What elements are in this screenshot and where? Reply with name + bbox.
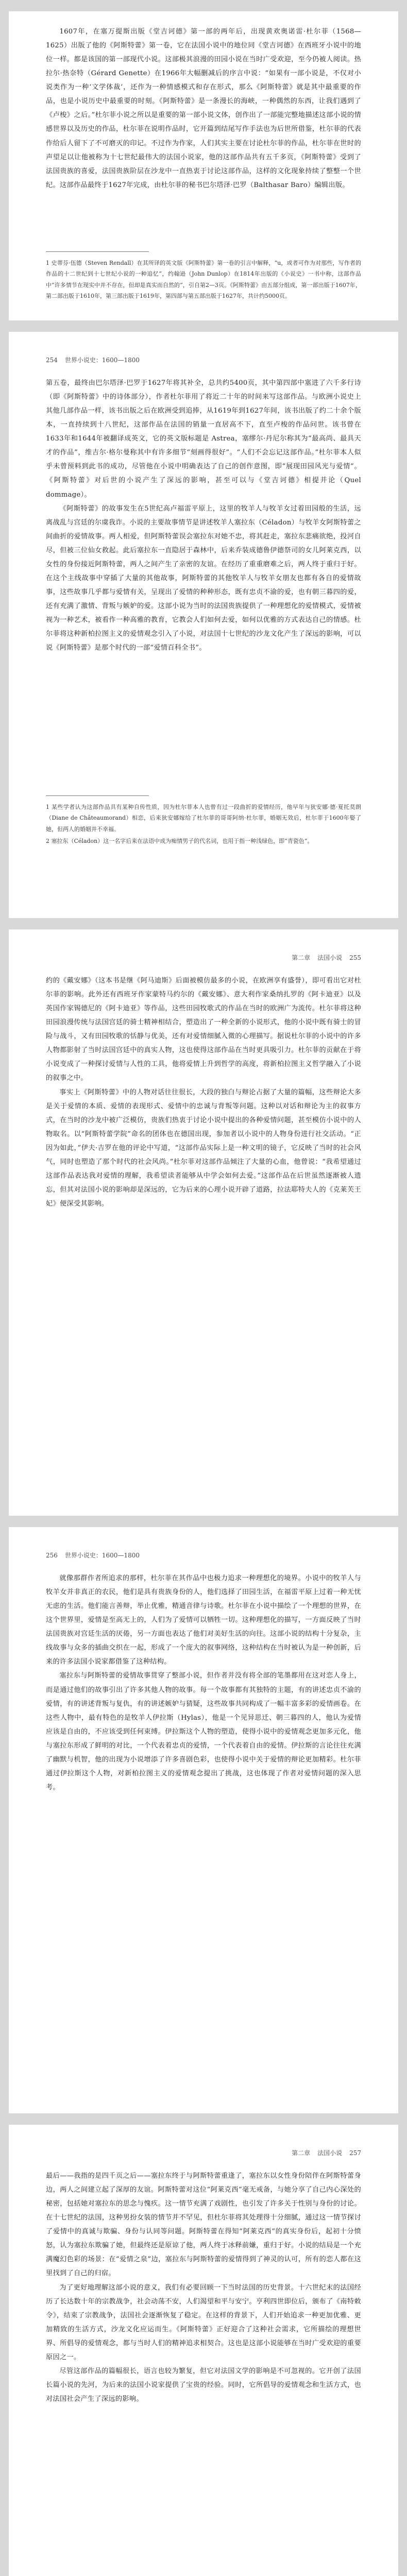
paragraph: 最后——我指的是四千页之后——塞拉东终于与阿斯特蕾重逢了，塞拉东以女性身份陪伴在阿斯特蕾身边，两人之间建立起了深厚的友谊。阿斯特蕾对这位“阿莱克西”毫无戒备，与她分享了自己内心深处的秘密，包括她对塞拉东的思念与愧疚。这一情节充满了戏剧性，也引发了许多关于性别与身份的讨论。在十七世纪的法国，这种男扮女装的情节并不罕见，但杜尔菲将其处理得十分细腻，通过这一情节探讨了爱情中的真诚与欺骗、身份与认同等问题。阿斯特蕾在得知“阿莱克西”的真实身份后，起初十分愤怒，认为塞拉东欺骗了她，但最终还是原谅了他，两人终于冰释前嫌，重归于好。小说的结局是一个充满魔幻色彩的场景：在“爱情之泉”边，塞拉东与阿斯特蕾的爱情得到了神灵的认可，所有的恋人都在这里找到了自己的归宿。 — [46, 2172, 361, 2278]
paragraph: 就像那群作者所追求的那样，杜尔菲在其作品中也极力追求一种理想化的境界。小说中的牧羊人与牧羊女并非真正的农民，他们是具有贵族身份的人，他们选择了田园生活，在福雷平原上过着一种无忧无虑的生活。他们能言善辩，举止优雅，精通音律与诗歌。杜尔菲在小说中描绘了一个理想的世界，在这个世界里，爱情是至高无上的，人们为了爱情可以牺牲一切。这种理想化的描写，一方面反映了当时法国贵族对宫廷生活的厌倦，另一方面也表达了他们对美好生活的向往。这部小说的结构十分复杂，主线故事与众多的插曲交织在一起，形成了一个庞大的叙事网络，这种结构在当时被认为是一种创新，后来的许多法国小说家都借鉴了这种结构。 — [46, 1574, 361, 1666]
paragraph: 事实上《阿斯特蕾》中的人物对话往往很长，大段的独白与辩论占据了大量的篇幅，这些辩论大多是关于爱情的本质、爱情的表现形式、爱情中的忠诚与背叛等问题。这种以对话和辩论为主的叙事方式，在当时的沙龙中被广泛模仿，贵族们热衷于讨论小说中提出的各种爱情问题，甚至模仿小说中的人物取名。以“阿斯特蕾学院”命名的团体也在德国出现，参加者以小说中的人物身份进行社交活动。“正因为如此，”伊夫·吉罗在他的评论中写道，“这部作品实际上是一种文明的镜子，它反映了当时的社会风气，同时也塑造了那个时代的社会风尚。”杜尔菲对这部作品倾注了大量的心血，他曾说：“我希望通过这部作品表达我对爱情的理解，我希望读者能够从中学会如何去爱。”这部作品在后世虽然逐渐被人遗忘，但其对法国小说的影响却是深远的，它为后来的心理小说开辟了道路，拉法耶特夫人的《克莱芙王妃》便深受其影响。 — [46, 1088, 361, 1208]
page-3-body — [46, 974, 361, 1211]
page-1-body — [46, 25, 361, 192]
page-4-body — [46, 1571, 361, 1794]
paragraph: 约的《戴安娜》（这本书是继《阿马迪斯》后面被模仿最多的小说，在欧洲享有盛誉），即可看出它对杜尔菲的影响。此外还有西班牙作家蒙特马约尔的《戴安娜》、意大利作家桑纳扎罗的《阿卡迪亚》以及英国作家锡德尼的《阿卡迪亚》等作品，这些田园牧歌式的作品在当时的欧洲广为流传。杜尔菲将这种田园浪漫传统与法国宫廷的骑士精神相结合，塑造出了一种全新的小说形式，他的小说中既有骑士的冒险与战斗，又有田园牧歌的恬静与优美，还有对爱情细腻入微的心理描写。据说杜尔菲的小说中的许多人物都影射了当时法国宫廷中的真实人物，这也使得这部作品在当时更具吸引力。杜尔菲的贡献在于将小说变成了一种探讨爱情与人性的工具，他将爱情上升到哲学的高度，将新柏拉图主义哲学融入了小说的叙事之中。 — [46, 977, 361, 1082]
running-title: 世界小说史：1600—1800 — [64, 1552, 140, 1559]
running-chapter: 第二章 — [292, 2149, 311, 2157]
page-5-body — [46, 2169, 361, 2406]
footnote-rule — [46, 795, 149, 796]
footnote-rule — [46, 251, 149, 252]
running-title: 世界小说史：1600—1800 — [64, 357, 140, 364]
running-page-number: 257 — [349, 2149, 361, 2157]
page-5-header — [46, 2148, 361, 2157]
document-page-5 — [9, 2125, 398, 2576]
page-2-header — [46, 355, 361, 364]
paragraph: 为了更好地理解这部小说的意义，我们有必要回顾一下当时法国的历史背景。十六世纪末的法国经历了长达数十年的宗教战争，社会动荡不安，人们渴望和平与安宁。亨利四世即位后，颁布了《南特敕令》，结束了宗教战争，法国社会逐渐恢复了稳定。在这样的背景下，人们开始追求一种更加优雅、更加精致的生活方式，沙龙文化应运而生。《阿斯特蕾》正好迎合了这种社会需求，它所描绘的理想世界、所倡导的爱情观念，都与当时人们的精神追求相契合。这也是这部小说能够在当时广受欢迎的重要原因之一。 — [46, 2283, 361, 2361]
footnote: 2 塞拉东（Céladon）这一名字后来在法语中成为痴情男子的代名词，也用于指一种浅绿色，即“青瓷色”。 — [46, 838, 313, 845]
running-title: 法国小说 — [317, 2149, 343, 2157]
page-4-header — [46, 1551, 361, 1560]
paragraph: 《阿斯特蕾》的故事发生在5世纪高卢福雷平原上，这里的牧羊人与牧羊女过着田园般的生活，远离战乱与宫廷的尔虞我诈。小说的主要故事情节是讲述牧羊人塞拉东（Céladon）与牧羊女阿斯特蕾之间曲折的爱情故事。两人相爱，但阿斯特蕾误会塞拉东对她不忠，将其赶走，塞拉东悲痛欲绝，投河自尽，但被三位仙女救起。此后塞拉东一直隐居于森林中，后来乔装成德鲁伊德祭司的女儿阿莱克西，以女性的身份接近阿斯特蕾，两人之间产生了亲密的友谊。在经历了重重磨难之后，两人终于重归于好。在这个主线故事中穿插了大量的其他故事，阿斯特蕾的其他牧羊人与牧羊女朋友也都有各自的爱情故事，这些故事几乎都与爱情有关，呈现出了爱情的种种形态，既有忠贞不渝的爱，也有朝三暮四的爱，还有充满了激情、背叛与嫉妒的爱。这部小说为当时的法国贵族提供了一种理想化的爱情模式，爱情被视为一种艺术，被看作一种高雅的教育，它教会人们如何去爱，如何以优雅的方式表达自己的情感。杜尔菲将这种新柏拉图主义的爱情观念引入了小说，对法国十七世纪的沙龙文化产生了深远的影响，可以说《阿斯特蕾》是那个时代的一部“爱情百科全书”。 — [46, 504, 361, 652]
running-page-number: 255 — [349, 954, 361, 961]
document-page-1 — [9, 11, 398, 320]
paragraph: 1607年，在塞万提斯出版《堂吉诃德》第一部的两年后，出现黄欢奥诺雷·杜尔菲（1568—1625）出版了他的《阿斯特蕾》第一卷，它在法国小说中的地位同《堂吉诃德》在西班牙小说中的地位一样。都是该国的第一部现代小说。这部极其浪漫的田园小说在当时广受欢迎，至今仍被人阅读。热拉尔·热奈特（Gérard Genette）在1966年大幅删减后的序言中说：“如果有一部小说是，不仅对小说类作为一种‘文学体裁’，还作为一种情感模式和存在形式，那么《阿斯特蕾》就是其中最重要的作品，也是小说历史中最重要的时刻。《阿斯特蕾》是一条漫长的海峡，一种偶然的东西，让我们遇到了《卢梭》之后。”杜尔菲小说之所以是重要的第一部小说文体，创作出了一部能完整地描述这部小说的情感世界以及历史的作品，杜尔菲在说明作品时，它开篇到结尾写作手法也为后世所借鉴，杜尔菲的代表作给后人留下了不可磨灭的印记。不过作为作家，人们其实主要在讨论杜尔菲的作品，杜尔菲在世时的声望足以让他被称为十七世纪最伟大的法国小说家，他的这部作品共有五千多页，《阿斯特蕾》受到了法国贵族的喜爱，法国贵族阶层在沙龙中一直热衷于讨论这部作品，这样的文化现象持续了整整一个世纪。这部作品最终于1627年完成，由杜尔菲的秘书巴尔塔泽·巴罗（Balthasar Baro）编辑出版。 — [46, 28, 361, 189]
page-3-header — [46, 953, 361, 962]
document-page-4 — [9, 1527, 398, 2113]
page-1-footnotes — [46, 258, 361, 303]
running-title: 法国小说 — [317, 954, 343, 961]
running-page-number: 256 — [46, 1552, 58, 1559]
paragraph: 第五卷，最终由巴尔塔泽·巴罗于1627年将其补全，总共约5400页，其中第四部中塞进了六千多行诗（即《阿斯特蕾》中的诗体部分），作者杜尔菲用了将近二十年的时间来写这部作品。与欧洲小说史上其他几部作品一样，该书出版之后在欧洲受到追捧，从1619年到1627年间，该书出版了约二十余个版本，一直持续到十八世纪，这部作品在法国的销量一直居高不下，直至卢梭的作品问世。该书曾在1633年和1644年被翻译成英文，它的英文版标题是 Astrea，塞缪尔·丹尼尔称其为“最高尚、最具天才的作品”，维吉尔·格尔曼称其中有许多细节“刻画得很好”。“人们不会忘记这部作品。”杜尔菲本人似乎未曾预料到此书的成功，尽管他在小说中明确表达了自己的创作意图，即“展现田园风光与爱情”。《阿斯特蕾》对后世的小说产生了深远的影响，甚至可以与《堂吉诃德》相提并论（Quel dommage）。 — [46, 379, 361, 499]
document-page-2 — [9, 332, 398, 918]
paragraph: 尽管这部作品的篇幅很长，语言也较为繁复，但它对法国文学的影响是不可忽视的。它开创了法国长篇小说的先河，为后来的法国小说家提供了宝贵的经验。同时，它所倡导的爱情观念和生活方式，也对法国社会产生了深远的影响。 — [46, 2367, 361, 2403]
running-chapter: 第二章 — [292, 954, 311, 961]
page-2-body — [46, 376, 361, 655]
document-page-3 — [9, 929, 398, 1516]
footnote: 1 史蒂芬·伍德（Steven Rendall）在其所译的英文版《阿斯特蕾》第一卷的引言中解释，“u，或者可作为对那些，写作者的作品的十二世纪到十七世纪小说的一种追忆”，约翰逊（John Dunlop）在1814年出版的《小说史》一书中称，这部作品中“许多情节在现实中并不存在，但却是真实而自然的”，引自第2—3页。《阿斯特蕾》由五部分组成，第一部出版于1607年，第二部出版于1610年，第三部出版于1619年，第四部与第五部出版于1627年，共计约5000页。 — [46, 260, 361, 300]
page-2-footnotes — [46, 802, 361, 848]
paragraph: 塞拉东与阿斯特蕾的爱情故事贯穿了整部小说，但作者并没有将全部的笔墨都用在这对恋人身上，而是通过他们的故事引出了许多其他人物的故事。每一个故事都有其独特的主题，有的讲述忠贞不渝的爱情，有的讲述背叛与复仇，有的讲述嫉妒与猜疑，这些故事共同构成了一幅丰富多彩的爱情画卷。在这些人物中，最有特色的是牧羊人伊拉斯（Hylas），他是一个见异思迁、朝三暮四的人，他认为爱情应该是自由的，不应该受到任何束缚。伊拉斯这个人物的塑造，使得小说中的爱情观念更加多元化，他与塞拉东形成了鲜明的对比，一个代表着忠贞的爱情，一个代表着自由的爱情。伊拉斯的言论往往充满了幽默与机智，他的出现为小说增添了许多喜剧色彩，也使得小说中关于爱情的辩论更加精彩。杜尔菲通过伊拉斯这个人物，对新柏拉图主义的爱情观念提出了挑战，这也体现了作者对爱情问题的深入思考。 — [46, 1672, 361, 1791]
footnote: 1 某些学者认为这部作品具有某种自传性质，因为杜尔菲本人也曾有过一段曲折的爱情经历，他早年与狄安娜·德·夏托莫朗（Diane de Châteaumorand）相恋，后来狄安娜嫁给了杜尔菲的哥哥阿纳·杜尔菲，婚姻无效后，杜尔菲于1600年娶了她，但两人的婚姻并不幸福。 — [46, 804, 361, 833]
running-page-number: 254 — [46, 357, 58, 364]
